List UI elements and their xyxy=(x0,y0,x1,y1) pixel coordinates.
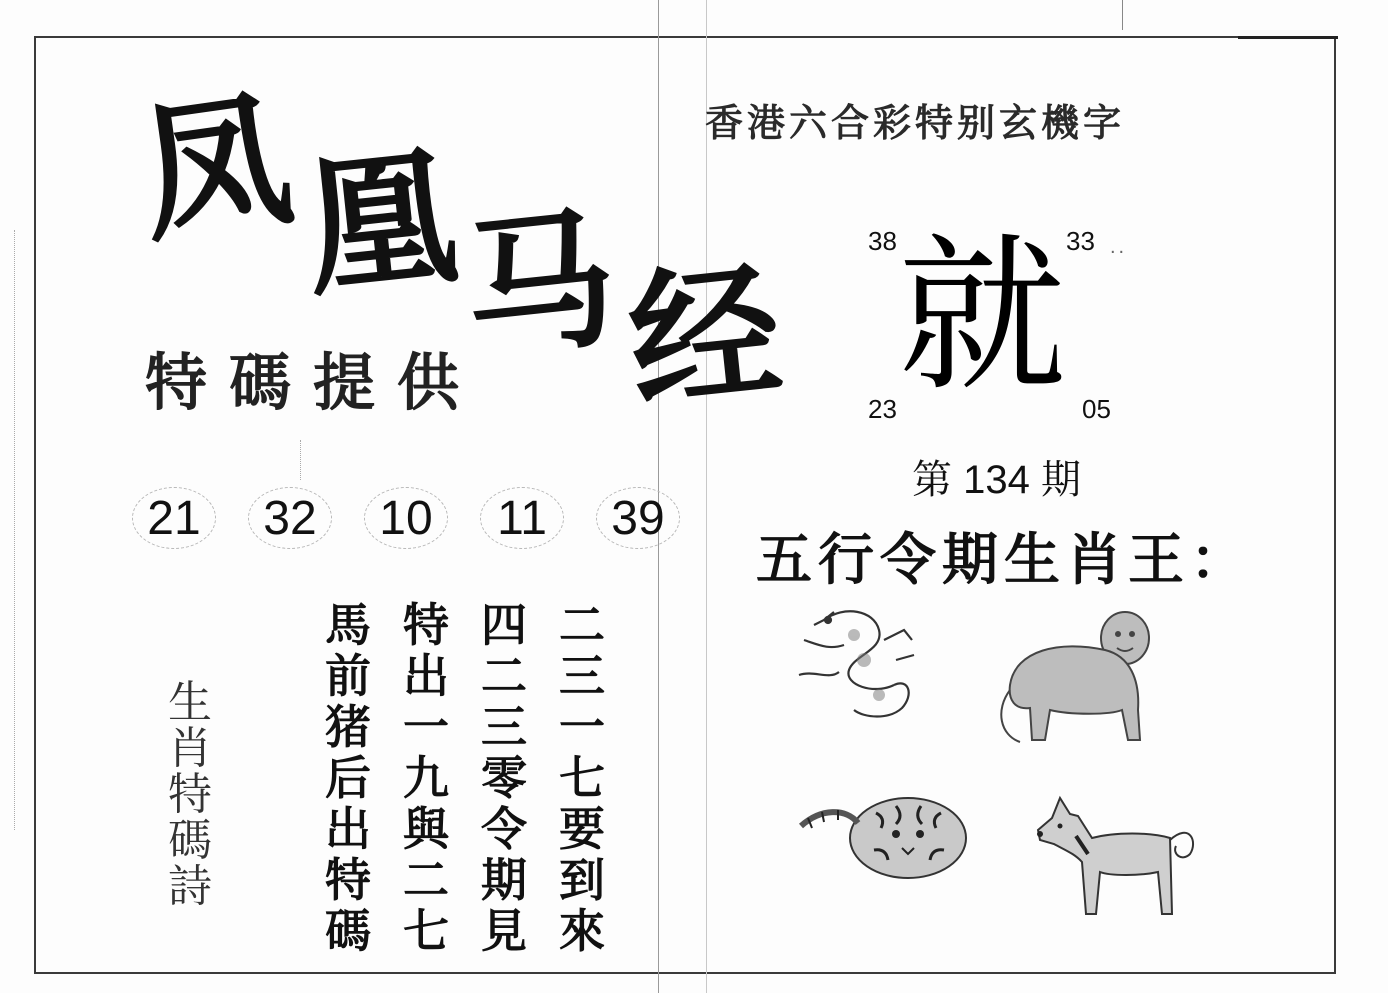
poem-char: 前 xyxy=(325,649,371,703)
poem-char: 七 xyxy=(403,904,449,958)
number-circle: 21 xyxy=(132,487,216,549)
title-char-1: 凤 xyxy=(128,69,302,265)
poem-char: 三 xyxy=(559,649,605,703)
poem-char: 出 xyxy=(325,802,371,856)
poem-char: 碼 xyxy=(325,904,371,958)
title-char-3: 马 xyxy=(456,189,624,381)
poem-char: 令 xyxy=(481,802,527,856)
poem-char: 與 xyxy=(403,802,449,856)
poem-char: 三 xyxy=(481,700,527,754)
poem-column-4 xyxy=(550,600,614,957)
poem-char: 見 xyxy=(481,904,527,958)
poem-char: 到 xyxy=(559,853,605,907)
poem-char: 零 xyxy=(481,751,527,805)
side-label xyxy=(160,677,220,912)
issue-number: 第 134 期 xyxy=(912,458,1081,502)
dragon-icon xyxy=(784,600,924,730)
frame-corner-mark xyxy=(1238,36,1338,39)
dog-icon xyxy=(1030,792,1200,920)
poem-char: 一 xyxy=(559,700,605,754)
poem-column-3 xyxy=(472,600,536,957)
poem-char: 七 xyxy=(559,751,605,805)
poem-char: 特 xyxy=(403,598,449,652)
tiger-icon xyxy=(796,788,981,888)
poem-char: 期 xyxy=(481,853,527,907)
poem-char: 要 xyxy=(559,802,605,856)
poem-column-2 xyxy=(394,600,458,957)
poem-char: 猪 xyxy=(325,700,371,754)
number-circle: 39 xyxy=(596,487,680,549)
key-character: 就 xyxy=(898,218,1066,414)
side-label-char: 碼 xyxy=(168,815,212,866)
scan-artifact-dots: .. xyxy=(1110,236,1128,258)
number-circle: 11 xyxy=(480,487,564,549)
scan-artifact-dots xyxy=(14,230,16,830)
scan-artifact-dots xyxy=(300,440,302,480)
key-number-top-left: 38 xyxy=(868,226,897,256)
side-label-char: 生 xyxy=(168,677,212,728)
number-circle: 32 xyxy=(248,487,332,549)
poem-char: 出 xyxy=(403,649,449,703)
number-circle: 10 xyxy=(364,487,448,549)
poem-char: 九 xyxy=(403,751,449,805)
poem-char: 馬 xyxy=(325,598,371,652)
key-number-top-right: 33 xyxy=(1066,226,1095,256)
key-number-bottom-right: 05 xyxy=(1082,394,1111,424)
side-label-char: 特 xyxy=(168,769,212,820)
poem-char: 四 xyxy=(481,598,527,652)
hk-title: 香港六合彩特别玄機字 xyxy=(705,100,1126,145)
poem-char: 來 xyxy=(559,904,605,958)
center-divider-secondary xyxy=(706,0,707,993)
title-char-4: 经 xyxy=(621,241,789,433)
poem-char: 特 xyxy=(325,853,371,907)
key-number-bottom-left: 23 xyxy=(868,394,897,424)
side-label-char: 詩 xyxy=(168,861,212,912)
monkey-icon xyxy=(990,600,1175,760)
title-char-2: 凰 xyxy=(296,127,464,319)
poem-char: 二 xyxy=(403,853,449,907)
poem-char: 后 xyxy=(325,751,371,805)
poem-char: 二 xyxy=(559,598,605,652)
poem-char: 一 xyxy=(403,700,449,754)
side-label-char: 肖 xyxy=(168,723,212,774)
top-margin-tick xyxy=(1122,0,1123,30)
poem-column-1 xyxy=(316,600,380,957)
subtitle: 特碼提供 xyxy=(145,346,482,419)
poem-char: 二 xyxy=(481,649,527,703)
zodiac-heading: 五行令期生肖王： xyxy=(756,527,1252,593)
